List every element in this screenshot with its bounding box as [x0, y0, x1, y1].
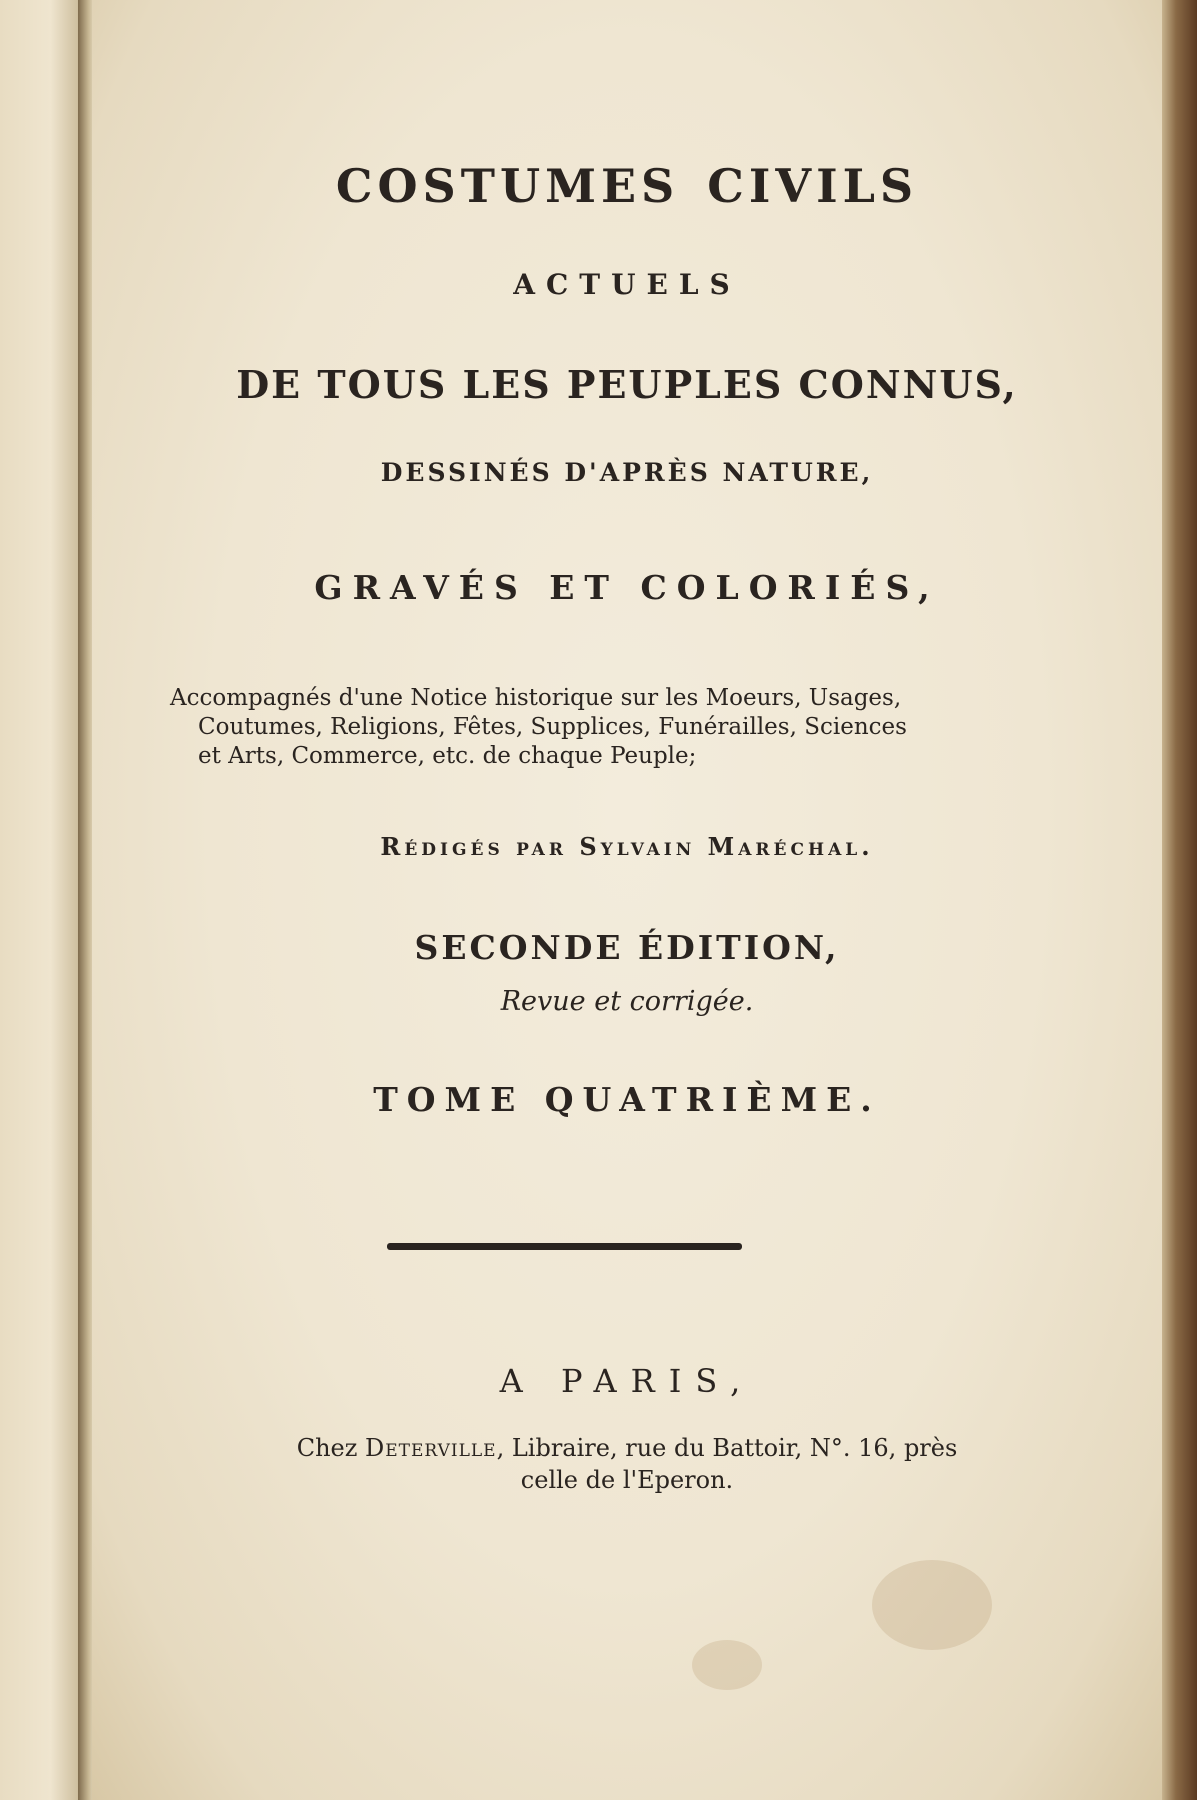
decorative-rule: [387, 1243, 742, 1250]
notice-paragraph: [170, 684, 1010, 771]
subtitle-peuples: DE TOUS LES PEUPLES CONNUS,: [236, 362, 1018, 407]
subtitle-actuels: ACTUELS: [513, 268, 741, 301]
book-title: costumes civils: [335, 140, 919, 218]
volume-line: TOME QUATRIÈME.: [373, 1080, 881, 1119]
subtitle-graves: GRAVÉS ET COLORIÉS,: [314, 568, 940, 607]
page-fore-edge: [1162, 0, 1197, 1800]
notice-line: Accompagnés d'une Notice historique sur les Moeurs, Usages,: [170, 685, 902, 711]
imprint-chez: Chez: [296, 1434, 358, 1462]
imprint-address: , Libraire, rue du Battoir, N°. 16, près: [496, 1434, 958, 1462]
left-page-edge: [0, 0, 84, 1800]
title-page: [92, 0, 1162, 1800]
imprint-address-line2: celle de l'Eperon.: [520, 1466, 734, 1494]
imprint-publisher-line: [92, 1434, 1162, 1462]
edition-line: SECONDE ÉDITION,: [414, 928, 840, 967]
imprint-publisher: Deterville: [365, 1434, 497, 1462]
subtitle-dessines: DESSINÉS D'APRÈS NATURE,: [380, 458, 874, 487]
notice-line: et Arts, Commerce, etc. de chaque Peuple;: [198, 743, 697, 769]
author-line: Rédigés par Sylvain Maréchal.: [380, 832, 874, 861]
notice-line: Coutumes, Religions, Fêtes, Supplices, Funérailles, Sciences: [198, 714, 907, 740]
imprint-city: A PARIS,: [499, 1362, 755, 1400]
revision-note: Revue et corrigée.: [500, 986, 754, 1017]
